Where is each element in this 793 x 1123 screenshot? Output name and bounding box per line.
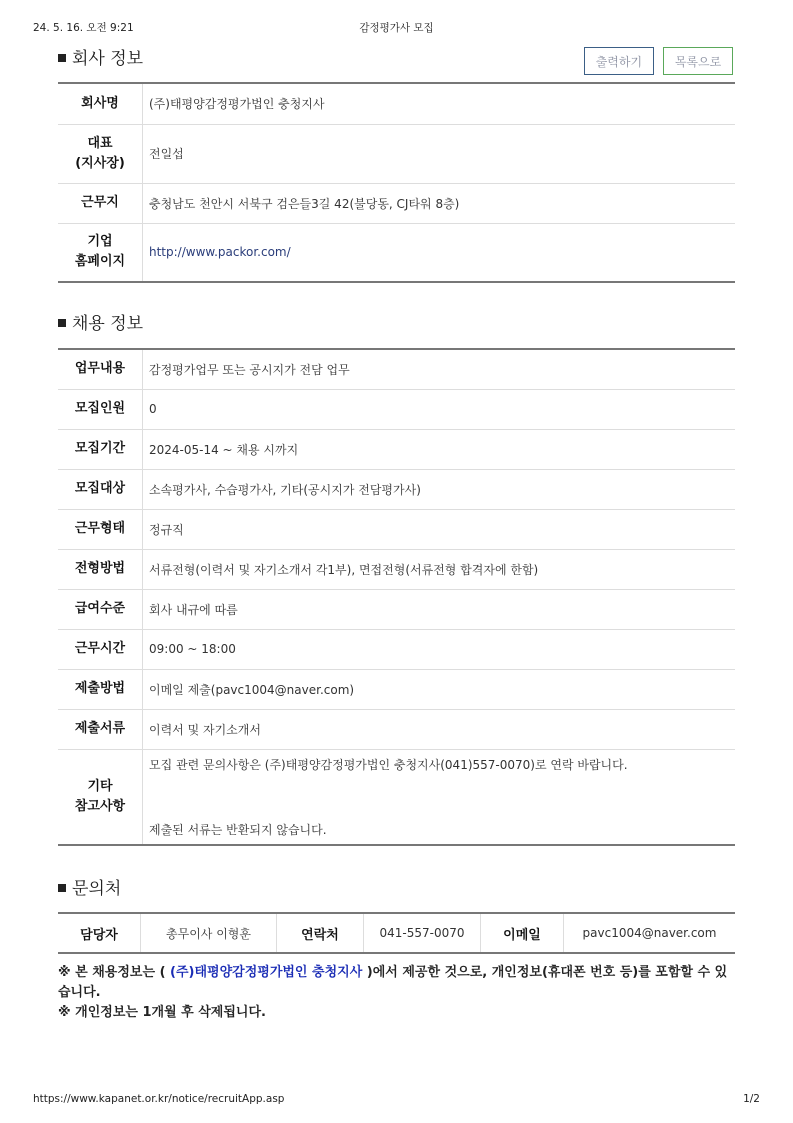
table-row bbox=[58, 349, 735, 389]
row-value: 감정평가업무 또는 공시지가 전담 업무 bbox=[149, 362, 350, 377]
contact-email-label: 이메일 bbox=[481, 913, 564, 953]
privacy-notice bbox=[58, 963, 738, 1023]
contact-phone-label: 연락처 bbox=[277, 913, 364, 953]
workplace-label: 근무지 bbox=[58, 183, 143, 223]
representative-label: 대표 (지사장) bbox=[58, 124, 143, 183]
table-row bbox=[58, 429, 735, 469]
row-label: 제출서류 bbox=[58, 709, 143, 749]
table-row bbox=[58, 629, 735, 669]
row-value: 이력서 및 자기소개서 bbox=[149, 722, 261, 737]
company-name-value: (주)태평양감정평가법인 충청지사 bbox=[149, 97, 325, 112]
square-bullet-icon bbox=[58, 54, 66, 62]
table-row bbox=[58, 549, 735, 589]
square-bullet-icon bbox=[58, 319, 66, 327]
print-button[interactable]: 출력하기 bbox=[584, 47, 654, 75]
print-datetime: 24. 5. 16. 오전 9:21 bbox=[33, 22, 134, 34]
print-header bbox=[33, 20, 760, 34]
etc-line-2: 제출된 서류는 반환되지 않습니다. bbox=[149, 823, 327, 837]
row-value: 이메일 제출(pavc1004@naver.com) bbox=[149, 682, 355, 697]
row-label: 제출방법 bbox=[58, 669, 143, 709]
contact-person-value: 총무이사 이형훈 bbox=[141, 913, 277, 953]
row-value: 2024-05-14 ~ 채용 시까지 bbox=[149, 442, 299, 457]
table-row bbox=[58, 709, 735, 749]
row-label: 업무내용 bbox=[58, 349, 143, 389]
row-value: 회사 내규에 따름 bbox=[149, 602, 238, 617]
recruit-info-table bbox=[58, 348, 735, 846]
homepage-label: 기업 홈페이지 bbox=[58, 223, 143, 282]
homepage-link[interactable]: http://www.packor.com/ bbox=[149, 245, 291, 260]
row-label: 급여수준 bbox=[58, 589, 143, 629]
company-info-table bbox=[58, 82, 735, 283]
print-footer bbox=[33, 1093, 760, 1107]
table-row bbox=[58, 749, 735, 845]
table-row bbox=[58, 589, 735, 629]
row-value: 정규직 bbox=[149, 522, 184, 537]
print-page-number: 1/2 bbox=[743, 1093, 760, 1105]
table-row bbox=[58, 469, 735, 509]
row-label: 근무형태 bbox=[58, 509, 143, 549]
table-row bbox=[58, 913, 735, 953]
contact-phone-value: 041-557-0070 bbox=[364, 913, 481, 953]
recruit-section-title: 채용 정보 bbox=[58, 312, 143, 336]
row-label: 근무시간 bbox=[58, 629, 143, 669]
row-value: 0 bbox=[149, 402, 157, 416]
table-row bbox=[58, 389, 735, 429]
action-buttons bbox=[580, 47, 733, 77]
contact-email-value: pavc1004@naver.com bbox=[582, 926, 717, 940]
etc-label: 기타 참고사항 bbox=[58, 749, 143, 845]
row-label: 모집인원 bbox=[58, 389, 143, 429]
row-value: 서류전형(이력서 및 자기소개서 각1부), 면접전형(서류전형 합격자에 한함) bbox=[149, 562, 539, 577]
table-row bbox=[58, 183, 735, 223]
table-row bbox=[58, 669, 735, 709]
print-page-title: 감정평가사 모집 bbox=[359, 22, 434, 34]
back-to-list-button[interactable]: 목록으로 bbox=[663, 47, 733, 75]
etc-value bbox=[143, 749, 736, 845]
workplace-value: 충청남도 천안시 서북구 검은들3길 42(불당동, CJ타워 8층) bbox=[149, 196, 460, 211]
square-bullet-icon bbox=[58, 884, 66, 892]
contact-table bbox=[58, 912, 735, 954]
row-label: 모집기간 bbox=[58, 429, 143, 469]
row-value: 09:00 ~ 18:00 bbox=[149, 642, 236, 656]
table-row bbox=[58, 509, 735, 549]
notice-company-name: (주)태평양감정평가법인 충청지사 bbox=[170, 965, 363, 980]
contact-section-title: 문의처 bbox=[58, 877, 121, 901]
row-value: 소속평가사, 수습평가사, 기타(공시지가 전담평가사) bbox=[149, 482, 421, 497]
notice-line-2: ※ 개인정보는 1개월 후 삭제됩니다. bbox=[58, 1005, 266, 1020]
row-label: 전형방법 bbox=[58, 549, 143, 589]
company-section-title: 회사 정보 bbox=[58, 47, 143, 71]
representative-value: 전일섭 bbox=[149, 147, 184, 161]
company-name-label: 회사명 bbox=[58, 83, 143, 124]
notice-line-1: ※ 본 채용정보는 ( (주)태평양감정평가법인 충청지사 )에서 제공한 것으로, 개인정보(휴대폰 번호 등)를 포함할 수 있습니다. bbox=[58, 965, 728, 1000]
row-label: 모집대상 bbox=[58, 469, 143, 509]
contact-person-label: 담당자 bbox=[58, 913, 141, 953]
table-row bbox=[58, 124, 735, 183]
table-row bbox=[58, 83, 735, 124]
table-row bbox=[58, 223, 735, 282]
etc-line-1: 모집 관련 문의사항은 (주)태평양감정평가법인 충청지사(041)557-0070)로 연락 바랍니다. bbox=[149, 757, 628, 772]
print-url: https://www.kapanet.or.kr/notice/recruitApp.asp bbox=[33, 1093, 285, 1105]
